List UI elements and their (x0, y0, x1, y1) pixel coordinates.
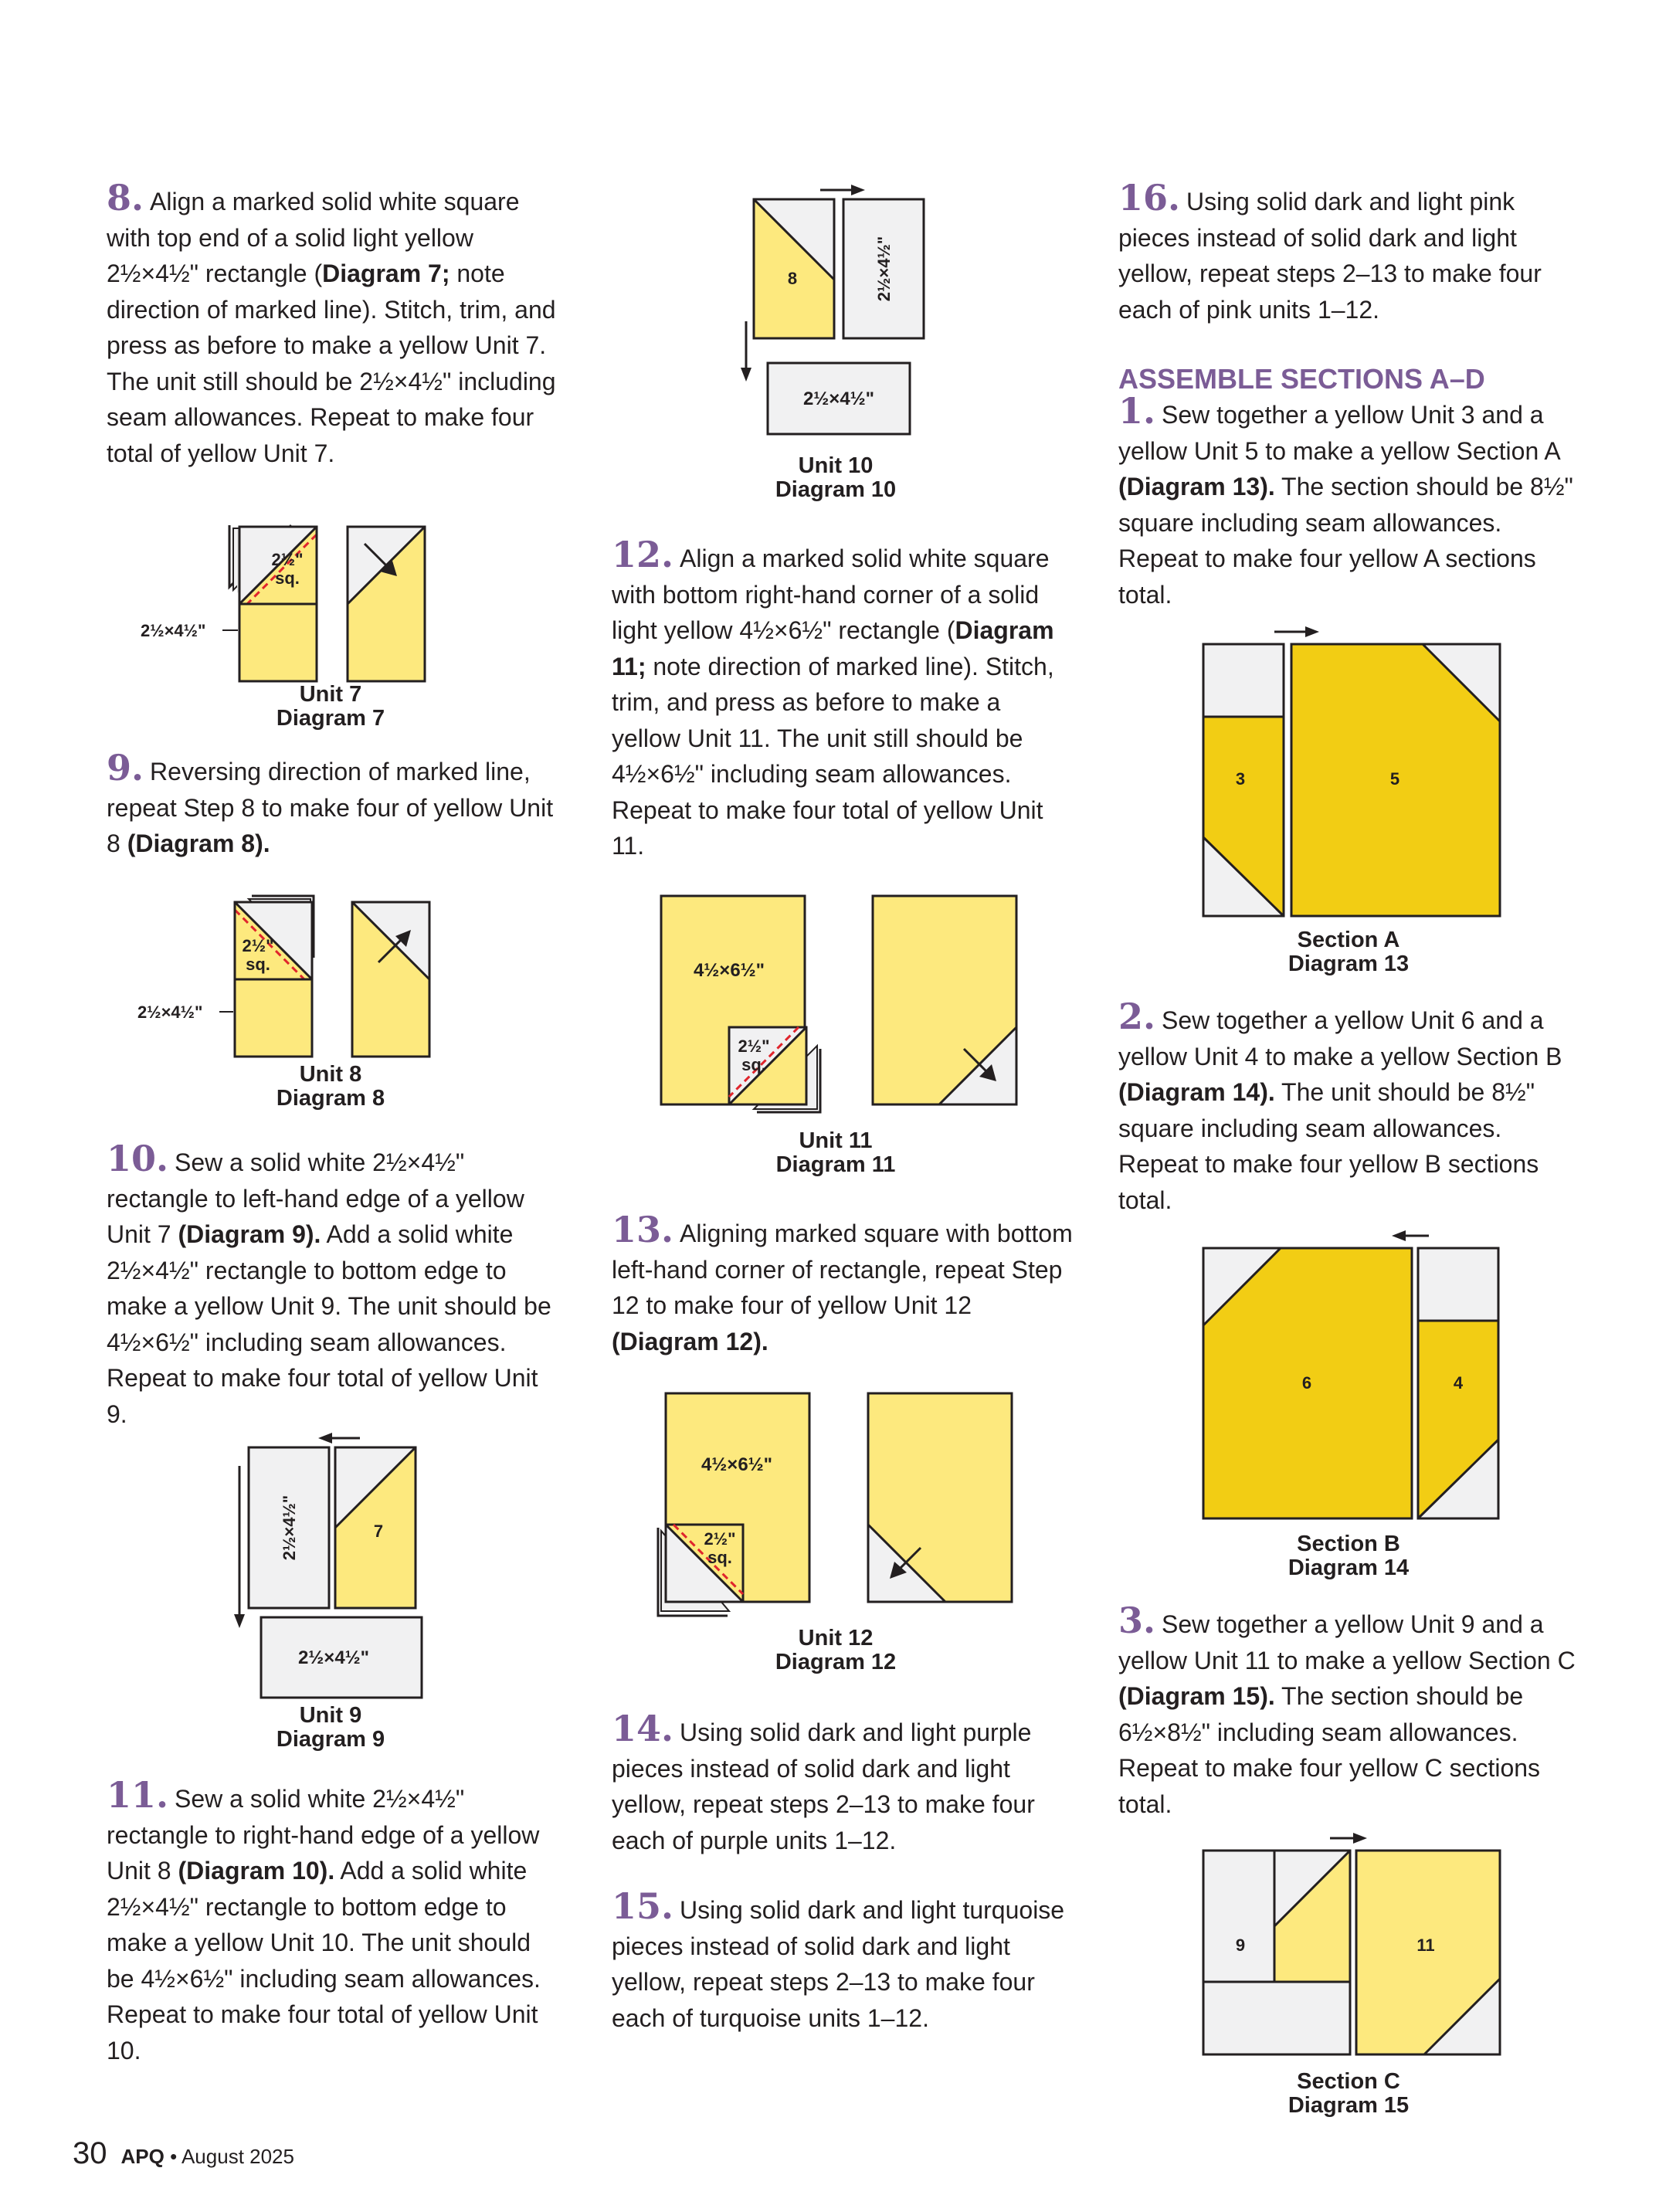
caption-unit: Unit 9 (299, 1703, 362, 1728)
caption-diagram-7 (207, 683, 454, 731)
caption-section: Section C (1297, 2069, 1400, 2094)
step-number: 1. (1118, 390, 1156, 432)
caption-diagram: Diagram 11 (775, 1152, 896, 1177)
step-text: Using solid dark and light turquoise pieces instead of solid dark and light yellow, repeat steps 2–13 to make four each of turquoise units 1–12. (612, 1896, 1065, 2032)
step-text: Align a marked solid white square with bottom right-hand corner of a solid light yellow 4½×6½" rectangle ( (612, 545, 1050, 644)
step-8 (107, 177, 562, 471)
caption-diagram: Diagram 14 (1288, 1556, 1410, 1580)
step-14 (612, 1708, 1075, 1858)
step-15 (612, 1885, 1075, 2036)
caption-unit: Unit 12 (798, 1626, 874, 1651)
issue-date: August 2025 (181, 2145, 294, 2168)
column-3-step-3 (1118, 1600, 1582, 1822)
caption-diagram: Diagram 13 (1288, 952, 1410, 976)
caption-diagram-10 (712, 454, 959, 502)
step-text: Sew together a yellow Unit 9 and a yellow Unit 11 to make a yellow Section C (1118, 1610, 1576, 1674)
step-number: 8. (107, 177, 144, 219)
caption-section: Section A (1297, 928, 1400, 952)
step-number: 14. (612, 1708, 674, 1749)
diagram-ref: (Diagram 8). (127, 830, 270, 857)
unit-number: 3 (1235, 769, 1246, 789)
caption-unit: Unit 8 (299, 1062, 362, 1087)
caption-diagram-9 (207, 1704, 454, 1752)
unit-number: 9 (1235, 1936, 1246, 1955)
square-size-label: sq. (741, 1055, 766, 1074)
step-9 (107, 747, 562, 862)
unit-number: 8 (787, 269, 798, 288)
step-11 (107, 1774, 562, 2068)
diagram-11 (658, 891, 1029, 1123)
diagram-ref: Diagram 7; (322, 260, 450, 287)
step-text: note direction of marked line). Stitch, trim, and press as before to make a yellow Unit 7. The unit still should be 2½×4½" including seam allowances. Repeat to make four total of yellow Unit 7. (107, 260, 556, 467)
square-size-label: 2½" (271, 550, 304, 569)
rectangle-size-label: 2½×4½" (280, 1494, 299, 1561)
caption-diagram-8 (207, 1063, 454, 1111)
diagram-ref: (Diagram 14). (1118, 1078, 1275, 1106)
square-size-label: sq. (275, 568, 300, 588)
square-size-label: 2½" (242, 936, 274, 955)
diagram-15 (1197, 1827, 1506, 2059)
step-16 (1118, 177, 1582, 327)
diagram-ref: (Diagram 15). (1118, 1682, 1275, 1710)
footer-separator: • (164, 2145, 182, 2168)
step-text: Add a solid white 2½×4½" rectangle to bottom edge to make a yellow Unit 9. The unit should be 4½×6½" including seam allowances. Repeat to make four total of yellow Unit 9. (107, 1220, 551, 1428)
step-number: 10. (107, 1138, 169, 1179)
step-text: Aligning marked square with bottom left-hand corner of rectangle, repeat Step 12 to make four of yellow Unit 12 (612, 1220, 1073, 1319)
caption-diagram-15 (1225, 2070, 1472, 2118)
assemble-step-3 (1118, 1600, 1582, 1822)
square-size-label: sq. (707, 1548, 732, 1567)
caption-unit: Unit 10 (798, 453, 874, 478)
step-text: Sew together a yellow Unit 6 and a yellow Unit 4 to make a yellow Section B (1118, 1006, 1562, 1070)
diagram-12 (653, 1387, 1024, 1627)
diagram-13 (1197, 621, 1506, 922)
step-12 (612, 534, 1075, 864)
unit-number: 4 (1453, 1373, 1464, 1393)
rectangle-size-label: 2½×4½" (137, 1003, 203, 1022)
magazine-name: APQ (120, 2145, 165, 2168)
caption-diagram: Diagram 12 (775, 1650, 897, 1674)
diagram-ref: (Diagram 12). (612, 1327, 768, 1355)
step-text: The unit should be 8½" square including seam allowances. Repeat to make four yellow B sections total. (1118, 1078, 1539, 1214)
rectangle-size-label: 2½×4½" (874, 236, 894, 302)
rectangle-size-label: 2½×4½" (802, 388, 875, 409)
step-text: Sew a solid white 2½×4½" rectangle to right-hand edge of a yellow Unit 8 (107, 1785, 540, 1885)
rectangle-size-label: 2½×4½" (141, 621, 206, 640)
page-number: 30 (73, 2136, 107, 2170)
step-number: 12. (612, 534, 674, 575)
step-number: 3. (1118, 1600, 1156, 1641)
diagram-ref: (Diagram 9). (178, 1220, 321, 1248)
caption-diagram: Diagram 7 (276, 706, 385, 731)
square-size-label: 2½" (704, 1529, 736, 1549)
step-text: The section should be 6½×8½" including seam allowances. Repeat to make four yellow C sections total. (1118, 1682, 1541, 1818)
caption-unit: Unit 11 (799, 1128, 873, 1153)
square-size-label: sq. (246, 955, 270, 974)
step-number: 15. (612, 1885, 674, 1927)
caption-diagram-13 (1225, 928, 1472, 976)
unit-number: 5 (1389, 769, 1400, 789)
step-text: note direction of marked line). Stitch, trim, and press as before to make a yellow Unit 11. The unit still should be 4½×6½" including seam allowances. Repeat to make four total of yellow Unit 11. (612, 652, 1054, 860)
step-13 (612, 1209, 1075, 1359)
column-3-step-2 (1118, 996, 1582, 1218)
caption-diagram-11 (712, 1129, 959, 1177)
column-1-step-11 (107, 1774, 562, 2068)
caption-unit: Unit 7 (299, 682, 362, 707)
step-number: 11. (107, 1774, 169, 1816)
caption-diagram: Diagram 10 (775, 477, 897, 502)
step-number: 13. (612, 1209, 674, 1250)
diagram-ref: Diagram 11; (612, 616, 1054, 680)
assemble-step-2 (1118, 996, 1582, 1218)
diagram-14 (1197, 1223, 1506, 1525)
step-10 (107, 1138, 562, 1432)
caption-diagram: Diagram 8 (276, 1086, 385, 1111)
diagram-8 (131, 888, 440, 1058)
column-1-step-9 (107, 747, 562, 862)
column-2-step-12 (612, 534, 1075, 864)
diagram-ref: (Diagram 13). (1118, 473, 1275, 500)
diagram-10 (728, 179, 928, 442)
caption-diagram-12 (712, 1627, 959, 1674)
caption-diagram: Diagram 15 (1288, 2093, 1410, 2118)
column-1 (107, 177, 562, 471)
step-text: Sew a solid white 2½×4½" rectangle to left-hand edge of a yellow Unit 7 (107, 1148, 524, 1248)
diagram-ref: (Diagram 10). (178, 1857, 335, 1885)
unit-number: 7 (373, 1522, 384, 1541)
assemble-step-1 (1118, 390, 1582, 612)
step-number: 16. (1118, 177, 1181, 219)
step-text: Using solid dark and light purple pieces instead of solid dark and light yellow, repeat steps 2–13 to make four each of purple units 1–12. (612, 1718, 1035, 1854)
column-1-step-10 (107, 1138, 562, 1432)
caption-diagram-14 (1225, 1532, 1472, 1580)
column-3-top (1118, 177, 1582, 612)
section-heading: ASSEMBLE SECTIONS A–D (1118, 363, 1485, 395)
step-text: Reversing direction of marked line, repeat Step 8 to make four of yellow Unit 8 (107, 758, 554, 857)
step-text: Using solid dark and light pink pieces instead of solid dark and light yellow, repeat steps 2–13 to make four each of pink units 1–12. (1118, 188, 1542, 324)
step-text: The section should be 8½" square including seam allowances. Repeat to make four yellow A sections total. (1118, 473, 1573, 609)
rectangle-size-label: 4½×6½" (693, 960, 765, 981)
diagram-7 (131, 516, 440, 701)
unit-number: 6 (1301, 1373, 1312, 1393)
step-text: Add a solid white 2½×4½" rectangle to bottom edge to make a yellow Unit 10. The unit should be 4½×6½" including seam allowances. Repeat to make four total of yellow Unit 10. (107, 1857, 541, 2064)
rectangle-size-label: 4½×6½" (701, 1454, 773, 1475)
square-size-label: 2½" (738, 1036, 770, 1056)
caption-diagram: Diagram 9 (276, 1727, 385, 1752)
unit-number: 11 (1416, 1936, 1435, 1955)
column-2-steps-14-15 (612, 1708, 1075, 2036)
page-footer (73, 2136, 294, 2171)
caption-section: Section B (1297, 1532, 1400, 1556)
step-number: 9. (107, 747, 144, 789)
step-number: 2. (1118, 996, 1156, 1037)
column-2-step-13 (612, 1209, 1075, 1359)
step-text: Align a marked solid white square with top end of a solid light yellow 2½×4½" rectangle ( (107, 188, 520, 287)
rectangle-size-label: 2½×4½" (297, 1647, 370, 1668)
diagram-9 (224, 1429, 425, 1707)
step-text: Sew together a yellow Unit 3 and a yellow Unit 5 to make a yellow Section A (1118, 401, 1559, 465)
